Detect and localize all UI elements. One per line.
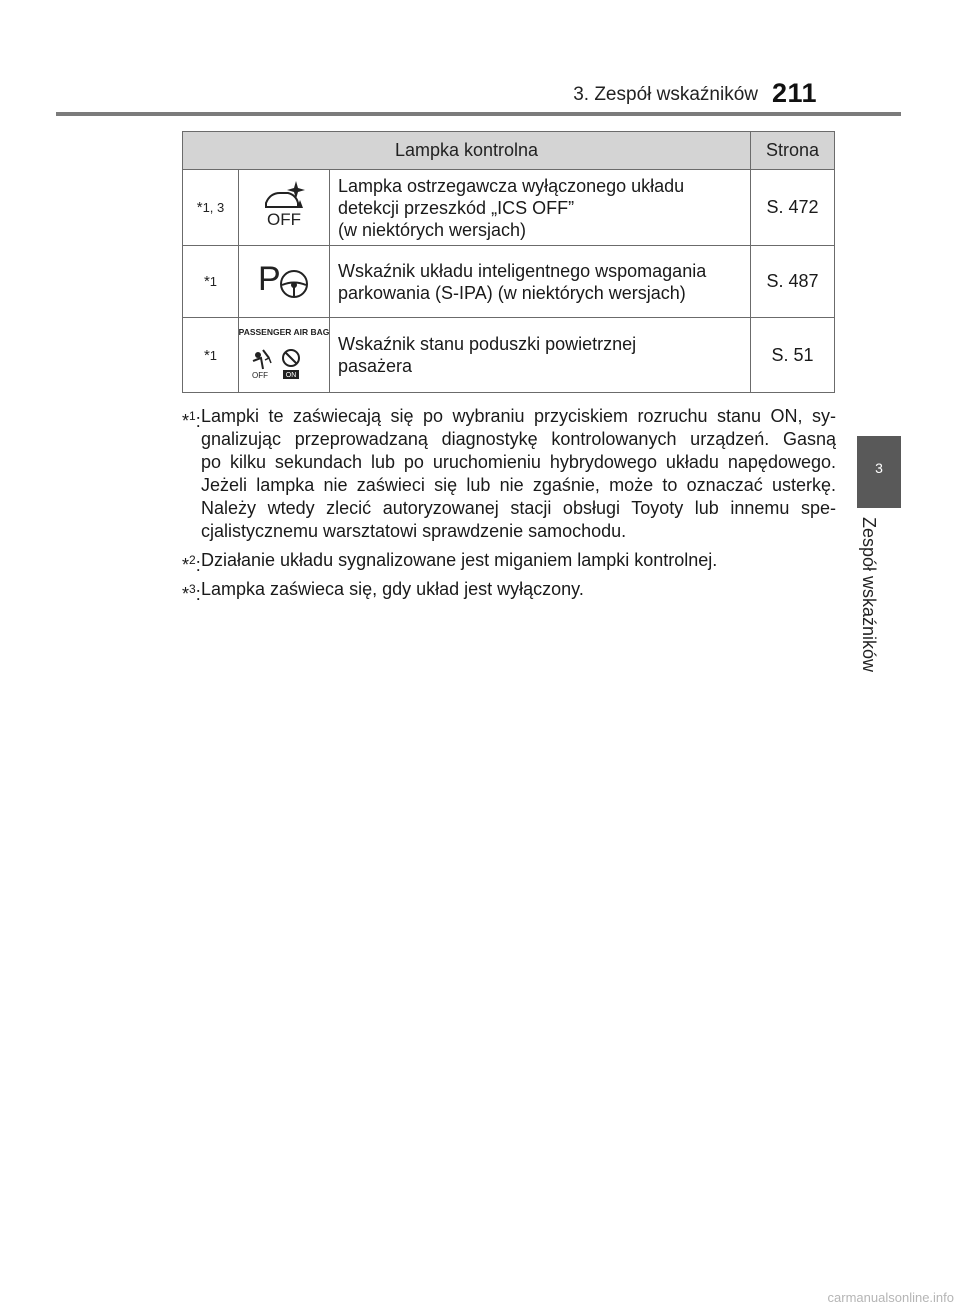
row-description: Wskaźnik stanu poduszki powietrznej pasażera — [330, 318, 751, 393]
footnote: *$^2$: Działanie układu sygnalizowane jest miganiem lampki kontrolnej. — [182, 550, 718, 575]
header-page: Strona — [751, 132, 835, 170]
header-divider — [56, 112, 901, 116]
s-ipa-parking-assist-icon — [239, 246, 330, 318]
footnote-ref: *1 — [183, 246, 239, 318]
passenger-airbag-icon — [239, 318, 330, 393]
chapter-label: Zespół wskaźników — [859, 517, 879, 673]
section-title: 3. Zespół wskaźników — [573, 84, 758, 105]
page-number: 211 — [772, 78, 818, 108]
table-row — [183, 170, 835, 246]
footnote-mark: *$^1$: — [182, 409, 201, 431]
table-header-row — [183, 132, 835, 170]
footnote: *$^3$: Lampka zaświeca się, gdy układ jest wyłączony. — [182, 579, 584, 604]
svg-text:OFF: OFF — [252, 370, 268, 380]
footnote-ref: *1, 3 — [183, 170, 239, 246]
page-reference: S. 51 — [751, 318, 835, 393]
ics-off-warning-icon — [239, 170, 330, 246]
footnote-mark: *$^3$: — [182, 582, 201, 604]
svg-text:P: P — [258, 260, 281, 298]
footnote-ref: *1 — [183, 318, 239, 393]
svg-text:OFF: OFF — [267, 210, 301, 229]
header-indicator: Lampka kontrolna — [183, 132, 751, 170]
table-row — [183, 246, 835, 318]
page-reference: S. 472 — [751, 170, 835, 246]
chapter-tab[interactable] — [857, 436, 901, 508]
row-description: Lampka ostrzegawcza wyłączonego układu detekcji przeszkód „ICS OFF” (w niektórych wersjach) — [330, 170, 751, 246]
footnote-mark: *$^2$: — [182, 553, 201, 575]
watermark[interactable]: carmanualsonline.info — [827, 1290, 954, 1305]
footnote: *$^1$: Lampki te zaświecają się po wybraniu przyciskiem rozruchu stanu ON, sy- gnalizując przeprowadzaną diagnostykę kontrolowanych urządzeń. Gasną po kilku sekundach lub po uruchomieniu hybrydowego układu napędowego. Jeżeli lampka nie zaświeci się lub nie zgaśnie, może to oznaczać usterkę. Należy wtedy zlecić autoryzowanej stacji obsługi Toyoty lub innemu spe- cjalistycznemu warsztatowi sprawdzenie samochodu. — [182, 406, 836, 541]
row-description: Wskaźnik układu inteligentnego wspomagania parkowania (S-IPA) (w niektórych wersjach) — [330, 246, 751, 318]
svg-text:PASSENGER AIR BAG: PASSENGER AIR BAG — [239, 326, 329, 337]
footnotes — [182, 405, 836, 607]
svg-text:ON: ON — [285, 371, 297, 379]
page-reference: S. 487 — [751, 246, 835, 318]
chapter-number: 3 — [875, 460, 883, 476]
table-row — [183, 318, 835, 393]
indicator-table — [182, 131, 835, 393]
